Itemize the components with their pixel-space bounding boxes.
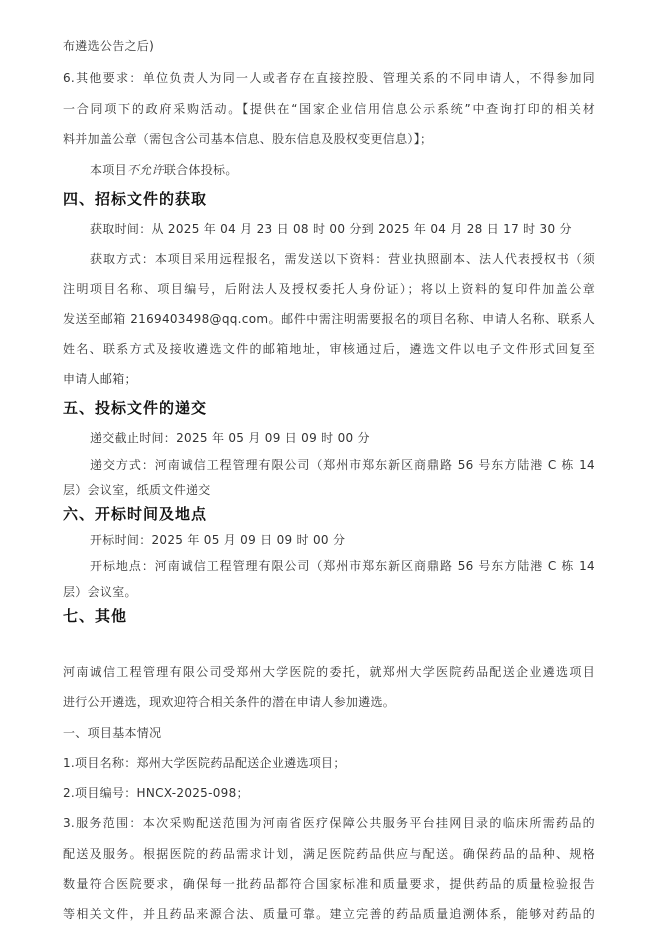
text-line: 发送至邮箱 2169403498@qq.com。邮件中需注明需要报名的项目名称、申请人名称、联系人 [63, 312, 595, 326]
section-heading-4: 四、招标文件的获取 [63, 190, 208, 208]
text-line: 申请人邮箱； [63, 372, 137, 386]
text-line: 注明项目名称、项目编号，后附法人及授权委托人身份证）；将以上资料的复印件加盖公章 [63, 282, 595, 296]
text-line: 递交截止时间：2025 年 05 月 09 日 09 时 00 分 [90, 431, 370, 445]
text-line: 开标时间：2025 年 05 月 09 日 09 时 00 分 [90, 533, 346, 547]
highlight-text: 不允许 [126, 163, 164, 177]
subheading: 一、项目基本情况 [63, 726, 162, 740]
text-line: 递交方式：河南诚信工程管理有限公司（郑州市郑东新区商鼎路 56 号东方陆港 C 栋 14 [90, 458, 595, 472]
text-line: 6.其他要求：单位负责人为同一人或者存在直接控股、管理关系的不同申请人，不得参加同 [63, 71, 595, 85]
text-line: 布遴选公告之后) [63, 39, 155, 53]
text-line: 2.项目编号：HNCX-2025-098； [63, 786, 249, 800]
text-line: 进行公开遴选，现欢迎符合相关条件的潜在申请人参加遴选。 [63, 695, 396, 709]
text-fragment: 本项目 [90, 163, 127, 177]
text-line: 1.项目名称：郑州大学医院药品配送企业遴选项目； [63, 756, 346, 770]
section-heading-5: 五、投标文件的递交 [63, 399, 208, 417]
text-line: 获取方式：本项目采用远程报名，需发送以下资料：营业执照副本、法人代表授权书（须 [90, 252, 595, 266]
text-line: 数量符合医院要求，确保每一批药品都符合国家标准和质量要求，提供药品的质量检验报告 [63, 877, 595, 891]
text-line: 3.服务范围：本次采购配送范围为河南省医疗保障公共服务平台挂网目录的临床所需药品的 [63, 816, 595, 830]
text-line: 配送及服务。根据医院的药品需求计划，满足医院药品供应与配送。确保药品的品种、规格 [63, 847, 595, 861]
consortium-line [90, 162, 238, 178]
text-line: 一合同项下的政府采购活动。【提供在“国家企业信用信息公示系统”中查询打印的相关材 [63, 102, 595, 116]
text-line: 获取时间：从 2025 年 04 月 23 日 08 时 00 分到 2025 年 04 月 28 日 17 时 30 分 [90, 222, 572, 236]
text-fragment: 联合体投标。 [163, 163, 238, 177]
text-line: 等相关文件，并且药品来源合法、质量可靠。建立完善的药品质量追溯体系，能够对药品的 [63, 907, 595, 921]
text-line: 料并加盖公章（需包含公司基本信息、股东信息及股权变更信息）】； [63, 132, 433, 146]
section-heading-7: 七、其他 [63, 607, 128, 625]
text-line: 河南诚信工程管理有限公司受郑州大学医院的委托，就郑州大学医院药品配送企业遴选项目 [63, 665, 595, 679]
section-heading-6: 六、开标时间及地点 [63, 505, 208, 523]
text-line: 开标地点：河南诚信工程管理有限公司（郑州市郑东新区商鼎路 56 号东方陆港 C 栋 14 [90, 559, 595, 573]
text-line: 姓名、联系方式及接收遴选文件的邮箱地址，审核通过后，遴选文件以电子文件形式回复至 [63, 342, 595, 356]
text-line: 层）会议室。 [63, 585, 137, 599]
text-line: 层）会议室，纸质文件递交 [63, 483, 211, 497]
